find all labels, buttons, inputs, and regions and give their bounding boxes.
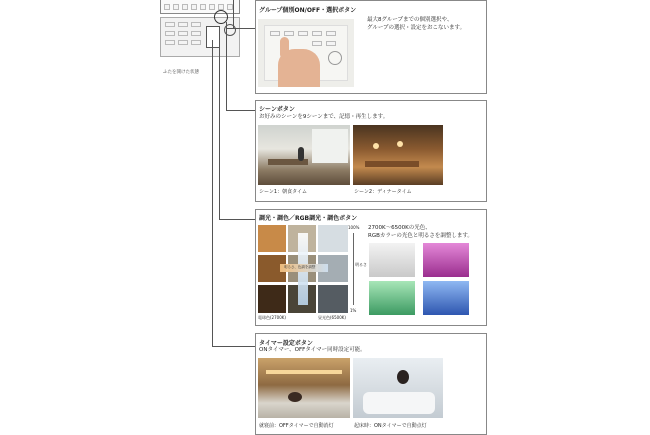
panel4-title: タイマー設定ボタン [259, 340, 313, 347]
hand-pressing-photo [258, 19, 354, 87]
rgb-room-green [369, 281, 415, 315]
label-warm: 電球色(2700K) [258, 315, 286, 320]
color-grid [258, 225, 348, 313]
arrow-label: 明るさ、色調を調整 [284, 265, 316, 269]
panel2-title: シーンボタン [259, 106, 295, 113]
dinner-scene-photo [353, 125, 443, 185]
device-caption-text: ふたを開けた状態 [163, 70, 199, 75]
scene2-caption: シーン2：ディナータイム [354, 189, 412, 195]
panel1-title: グループ個別ON/OFF・選択ボタン [259, 7, 357, 14]
timer-caption-2: 起床時：ONタイマーで自動点灯 [354, 423, 427, 429]
panel4-desc: ONタイマー、OFFタイマー同時設定可能。 [259, 347, 366, 353]
panel1-desc-1: 最大8グループまでの個別選択や、 [367, 17, 453, 23]
wakeup-photo [353, 358, 443, 418]
label-1: 1% [350, 308, 357, 313]
panel3-desc-2: RGBカラーの光色と明るさを調整します。 [368, 233, 473, 239]
controller-illustration [160, 0, 240, 62]
label-brightness: 明るさ [355, 262, 367, 267]
panel2-desc: お好みのシーンを9シーンまで、記憶・再生します。 [259, 114, 389, 120]
rgb-room-white [369, 243, 415, 277]
panel3-title: 調光・調色／RGB調光・調色ボタン [259, 215, 358, 222]
label-day: 昼光色(6500K) [318, 315, 346, 320]
rgb-room-magenta [423, 243, 469, 277]
panel3-desc-1: 2700K〜6500Kの光色、 [368, 225, 431, 231]
bedtime-photo [258, 358, 350, 418]
label-100: 100% [348, 225, 360, 230]
rgb-room-blue [423, 281, 469, 315]
timer-caption-1: 就寝前：OFFタイマーで自動消灯 [259, 423, 334, 429]
breakfast-scene-photo [258, 125, 350, 185]
panel1-desc-2: グループの選択・設定をおこないます。 [367, 25, 466, 31]
scene1-caption: シーン1：朝食タイム [259, 189, 307, 195]
